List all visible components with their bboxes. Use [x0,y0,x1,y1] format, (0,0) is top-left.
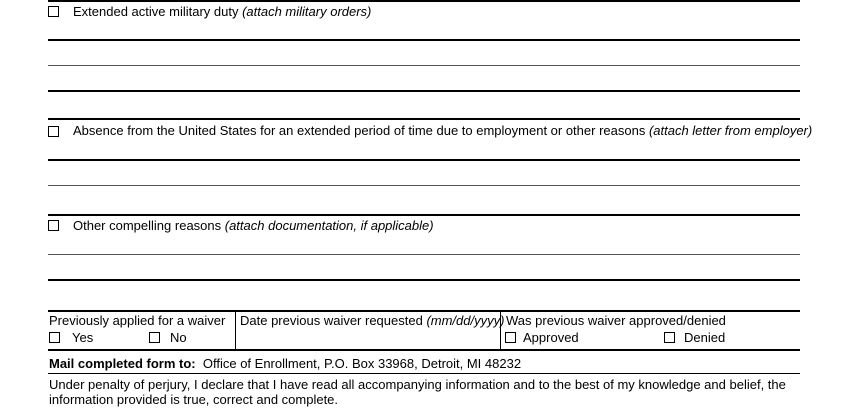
mail-label: Mail completed form to: [49,356,196,371]
mail-address: Office of Enrollment, P.O. Box 33968, Detroit, MI 48232 [202,356,522,371]
previously-applied-label: Previously applied for a waiver [49,313,226,328]
other-reasons-checkbox[interactable] [48,220,59,231]
absence-note: (attach letter from employer) [648,123,813,138]
absence-line-2[interactable] [48,185,800,186]
date-previous-label [240,313,504,328]
military-duty-label [73,4,371,19]
military-line-3[interactable] [48,90,800,92]
absence-checkbox[interactable] [48,126,59,137]
denied-label: Denied [684,330,726,345]
absence-text: Absence from the United States for an extended period of time due to employment or other reasons [73,123,649,138]
previous-no-checkbox[interactable] [149,332,160,343]
absence-top-rule [48,118,800,120]
other-reasons-label [73,218,434,233]
previous-top-rule [48,310,800,312]
other-reasons-note: (attach documentation, if applicable) [224,218,434,233]
previous-status-label: Was previous waiver approved/denied [506,313,726,328]
previous-no-label: No [170,330,187,345]
other-line-1[interactable] [48,254,800,255]
date-previous-field[interactable] [236,328,499,348]
denied-checkbox[interactable] [664,332,675,343]
military-duty-note: (attach military orders) [242,4,372,19]
other-reasons-text: Other compelling reasons [73,218,225,233]
declaration-line-2: information provided is true, correct and complete. [49,392,339,407]
military-line-1[interactable] [48,39,800,41]
military-duty-text: Extended active military duty [73,4,243,19]
mail-line [49,356,521,371]
approved-checkbox[interactable] [505,332,516,343]
other-top-rule [48,214,800,216]
previous-yes-label: Yes [72,330,94,345]
mail-bottom-rule [48,373,800,374]
other-line-2[interactable] [48,279,800,281]
previous-yes-checkbox[interactable] [49,332,60,343]
approved-label: Approved [523,330,579,345]
mail-top-rule [48,349,800,351]
absence-line-1[interactable] [48,159,800,161]
military-line-2[interactable] [48,65,800,66]
top-rule [48,0,800,2]
military-duty-checkbox[interactable] [48,6,59,17]
date-previous-text: Date previous waiver requested [240,313,427,328]
declaration-line-1: Under penalty of perjury, I declare that I have read all accompanying information and to the best of my knowledge and belief, the [49,377,786,392]
date-format-note: (mm/dd/yyyy) [426,313,505,328]
absence-label [73,123,812,138]
